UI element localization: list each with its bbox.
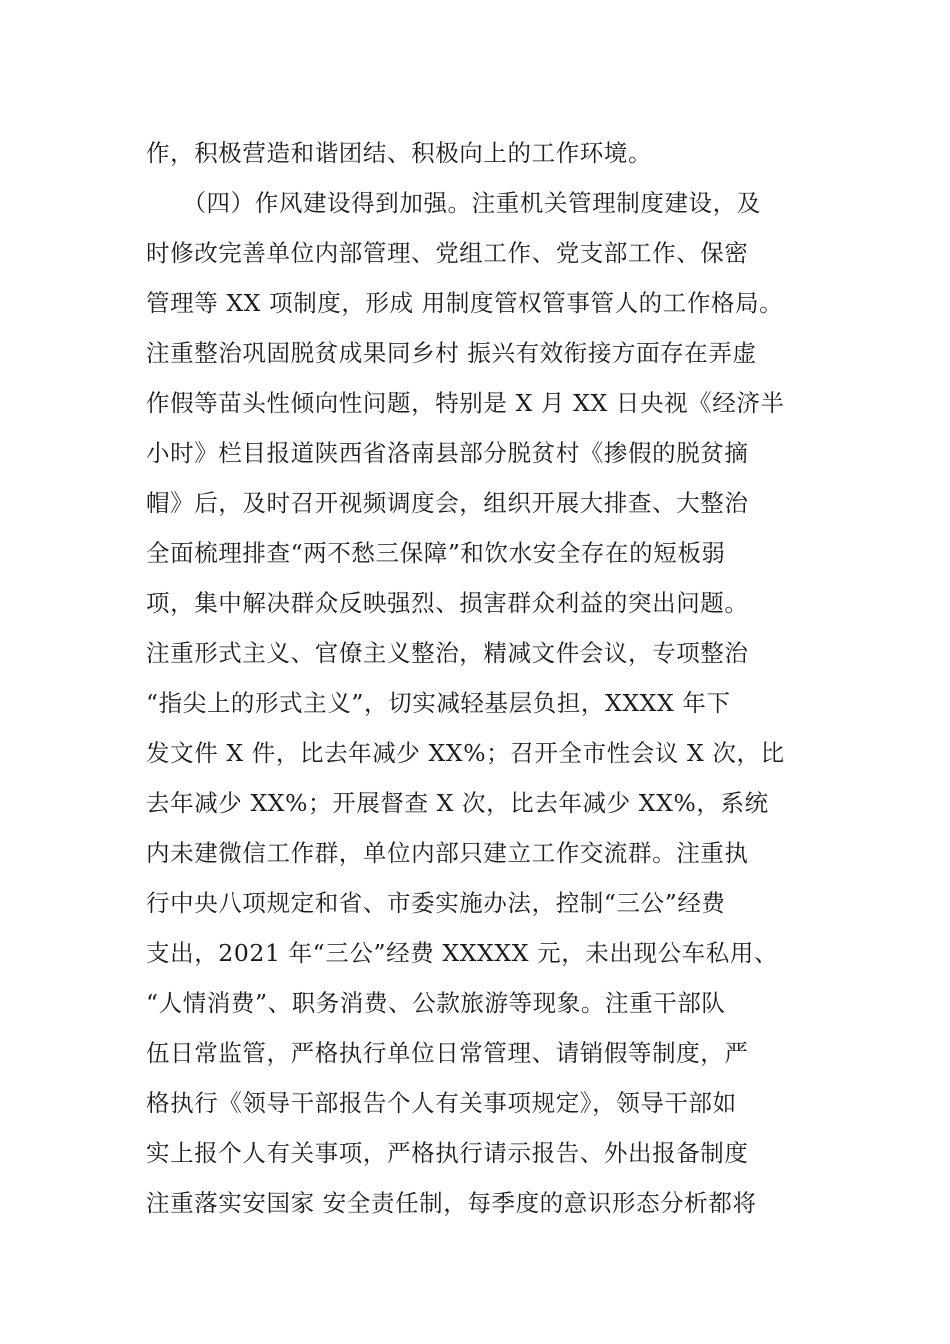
text-line: 伍日常监管，严格执行单位日常管理、请销假等制度，严 [146, 1039, 749, 1067]
text-line: 内未建微信工作群，单位内部只建立工作交流群。注重执 [146, 839, 749, 867]
text-line: 时修改完善单位内部管理、党组工作、党支部工作、保密 [146, 239, 749, 267]
text-line: 注重落实安国家 安全责任制，每季度的意识形态分析都将 [146, 1189, 757, 1217]
text-line: 项，集中解决群众反映强烈、损害群众利益的突出问题。 [146, 589, 749, 617]
text-line: 实上报个人有关事项，严格执行请示报告、外出报备制度 [146, 1139, 749, 1167]
text-line: 全面梳理排查“两不愁三保障”和饮水安全存在的短板弱 [146, 539, 726, 567]
text-line: 作，积极营造和谐团结、积极向上的工作环境。 [146, 139, 653, 167]
text-line: “人情消费”、职务消费、公款旅游等现象。注重干部队 [146, 989, 726, 1017]
text-line: “指尖上的形式主义”，切实减轻基层负担，XXXX 年下 [146, 689, 731, 717]
text-line: 管理等 XX 项制度，形成 用制度管权管事管人的工作格局。 [146, 289, 784, 317]
text-line: 小时》栏目报道陕西省洛南县部分脱贫村《掺假的脱贫摘 [146, 439, 749, 467]
text-line: 格执行《领导干部报告个人有关事项规定》，领导干部如 [146, 1089, 737, 1117]
text-line: 支出，2021 年“三公”经费 XXXXX 元，未出现公车私用、 [146, 939, 779, 967]
text-line: 作假等苗头性倾向性问题，特别是 X 月 XX 日央视《经济半 [146, 389, 785, 417]
text-line: 注重形式主义、官僚主义整治，精减文件会议，专项整治 [146, 639, 749, 667]
text-line: 去年减少 XX%；开展督查 X 次，比去年减少 XX%，系统 [146, 789, 769, 817]
body-text [146, 128, 826, 1228]
text-line: 帽》后，及时召开视频调度会，组织开展大排查、大整治 [146, 489, 749, 517]
text-line: 发文件 X 件，比去年减少 XX%；召开全市性会议 X 次，比 [146, 739, 785, 767]
text-line: 行中央八项规定和省、市委实施办法，控制“三公”经费 [146, 889, 726, 917]
paragraph-heading-line: （四）作风建设得到加强。注重机关管理制度建设，及 [146, 189, 761, 217]
text-line: 注重整治巩固脱贫成果同乡村 振兴有效衔接方面存在弄虚 [146, 339, 757, 367]
